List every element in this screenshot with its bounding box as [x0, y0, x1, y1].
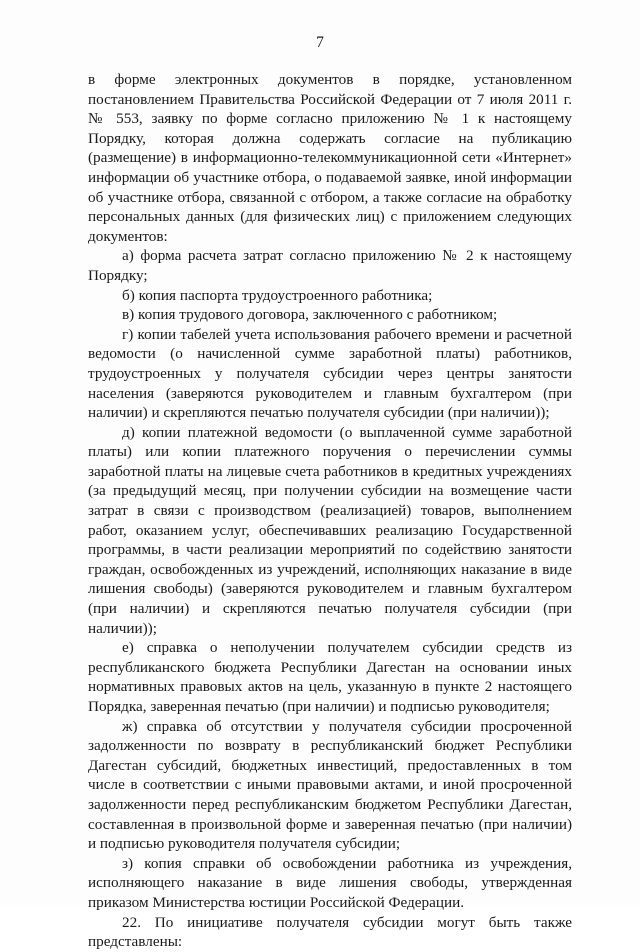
- paragraph-item-b: б) копия паспорта трудоустроенного работника;: [122, 286, 433, 304]
- paragraph-item-d: д) копии платежной ведомости (о выплаченной сумме заработной платы) или копии платежного поручения о перечислении суммы заработной платы на лицевые счета работников в кредитных учреждениях (за предыдущий месяц, при получении субсидии на возмещение части затрат в связи с производством (реализацией) товаров, выполнением работ, оказанием услуг, обеспечивавших реализацию Государственной программы, в части реализации мероприятий по содействию занятости граждан, освобожденных из учреждений, исполняющих наказание в виде лишения свободы) (заверяются руководителем и главным бухгалтером (при наличии) и скрепляются печатью получателя субсидии (при наличии));: [88, 423, 572, 637]
- paragraph-intro: в форме электронных документов в порядке, установленном постановлением Правительства Российской Федерации от 7 июля 2011 г. № 553, заявку по форме согласно приложению № 1 к настоящему Порядку, которая должна содержать согласие на публикацию (размещение) в информационно-телекоммуникационной сети «Интернет» информации об участнике отбора, о подаваемой заявке, иной информации об участнике отбора, связанной с отбором, а также согласие на обработку персональных данных (для физических лиц) с приложением следующих документов:: [88, 71, 572, 245]
- paragraph-item-zh: ж) справка об отсутствии у получателя субсидии просроченной задолженности по возврату в республиканский бюджет Республики Дагестан субсидий, бюджетных инвестиций, предоставленных в том числе в соответствии с иными правовыми актами, и иной просроченной задолженности перед республиканским бюджетом Республики Дагестан, составленная в произвольной форме и заверенная печатью (при наличии) и подписью руководителя получателя субсидии;: [88, 717, 572, 853]
- paragraph-item-z: з) копия справки об освобождении работника из учреждения, исполняющего наказание в виде лишения свободы, утвержденная приказом Министерства юстиции Российской Федерации.: [88, 854, 572, 911]
- paragraph-item-e: е) справка о неполучении получателем субсидии средств из республиканского бюджета Республики Дагестан на основании иных нормативных правовых актов на цель, указанную в пункте 2 настоящего Порядка, заверенная печатью (при наличии) и подписью руководителя;: [88, 639, 572, 715]
- page-number: 7: [316, 34, 324, 51]
- paragraph-clause-22: 22. По инициативе получателя субсидии могут быть также представлены:: [88, 913, 572, 951]
- document-body: [88, 70, 572, 952]
- paragraph-item-g: г) копии табелей учета использования рабочего времени и расчетной ведомости (о начисленной сумме заработной платы) работников, трудоустроенных у получателя субсидии через центры занятости населения (заверяются руководителем и главным бухгалтером (при наличии) и скрепляются печатью получателя субсидии (при наличии));: [88, 325, 572, 422]
- paragraph-item-a: а) форма расчета затрат согласно приложению № 2 к настоящему Порядку;: [88, 247, 572, 284]
- paragraph-item-v: в) копия трудового договора, заключенного с работником;: [122, 306, 498, 324]
